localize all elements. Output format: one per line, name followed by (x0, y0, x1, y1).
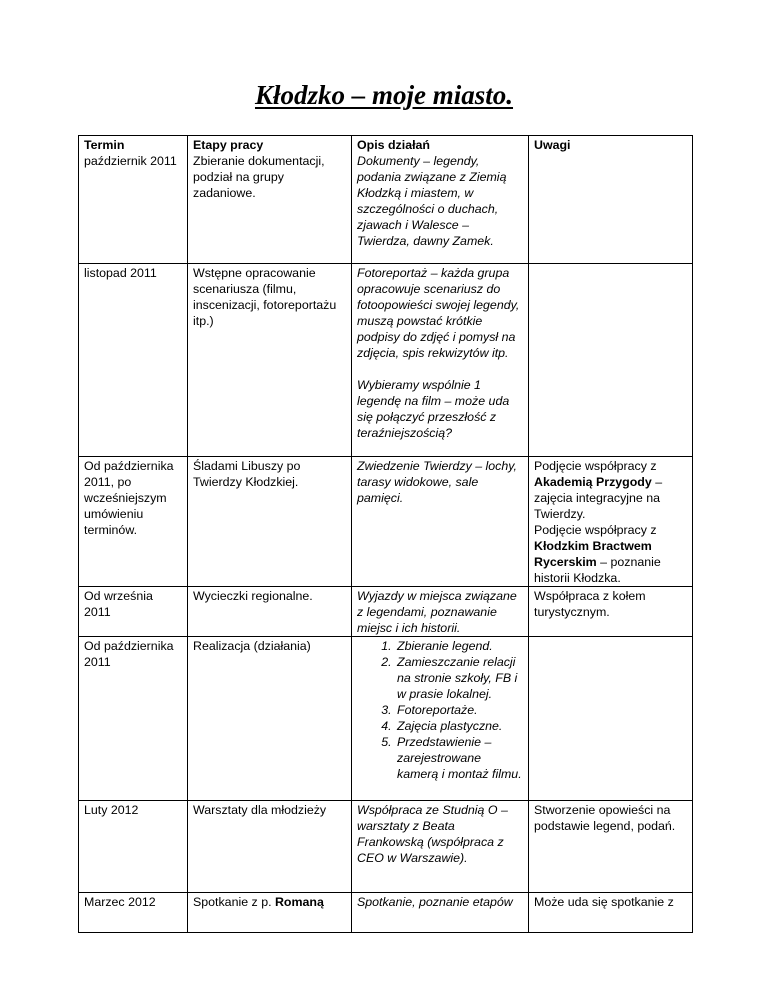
header-uwagi-label: Uwagi (534, 138, 571, 152)
cell-termin: Od października 2011, po wcześniejszym umówieniu terminów. (79, 457, 188, 587)
table-row (79, 457, 693, 587)
header-opis (352, 136, 529, 264)
cell-opis (352, 637, 529, 801)
header-etapy (188, 136, 352, 264)
header-opis-label: Opis działań (357, 138, 430, 152)
cell-opis: Współpraca ze Studnią O – warsztaty z Beata Frankowską (współpraca z CEO w Warszawie). (352, 801, 529, 893)
cell-uwagi (529, 457, 693, 587)
cell-termin: Luty 2012 (79, 801, 188, 893)
cell-etapy: Wycieczki regionalne. (188, 587, 352, 637)
header-termin (79, 136, 188, 264)
table-row (79, 637, 693, 801)
cell-opis: Wyjazdy w miejsca związane z legendami, poznawanie miejsc i ich historii. (352, 587, 529, 637)
table-row (79, 801, 693, 893)
cell-etapy: Spotkanie z p. Romaną (188, 893, 352, 933)
cell-etapy: Śladami Libuszy po Twierdzy Kłodzkiej. (188, 457, 352, 587)
cell-uwagi: Może uda się spotkanie z (529, 893, 693, 933)
schedule-table (78, 135, 693, 933)
cell-uwagi (529, 264, 693, 457)
cell-uwagi: Współpraca z kołem turystycznym. (529, 587, 693, 637)
cell-opis: Spotkanie, poznanie etapów (352, 893, 529, 933)
table-row (79, 587, 693, 637)
page-title: Kłodzko – moje miasto. (254, 80, 514, 110)
list-item: 3. Fotoreportaże. (395, 702, 523, 718)
cell-termin: listopad 2011 (79, 264, 188, 457)
cell-etapy: Realizacja (działania) (188, 637, 352, 801)
cell-uwagi: Stworzenie opowieści na podstawie legend, podań. (529, 801, 693, 893)
cell-termin: październik 2011 (84, 154, 177, 168)
cell-uwagi-text-2: Podjęcie współpracy z Kłodzkim Bractwem Rycerskim – poznanie historii Kłodzka. (534, 523, 661, 585)
cell-termin: Od października 2011 (79, 637, 188, 801)
cell-opis-text-2: Wybieramy wspólnie 1 legendę na film – może uda się połączyć przeszłość z teraźniejszością? (357, 378, 510, 440)
cell-opis-text: Fotoreportaż – każda grupa opracowuje scenariusz do fotoopowieści swojej legendy, muszą powstać krótkie podpisy do zdjęć i pomysł na zdjęcia, spis rekwizytów itp. (357, 266, 520, 360)
list-item: 5. Przedstawienie – zarejestrowane kamerą i montaż filmu. (395, 734, 523, 782)
header-termin-label: Termin (84, 138, 125, 152)
cell-opis: Zwiedzenie Twierdzy – lochy, tarasy widokowe, sale pamięci. (352, 457, 529, 587)
table-row (79, 893, 693, 933)
cell-uwagi-text: Podjęcie współpracy z Akademią Przygody – zajęcia integracyjne na Twierdzy. (534, 459, 663, 521)
header-uwagi (529, 136, 693, 264)
table-row (79, 264, 693, 457)
cell-opis: Dokumenty – legendy, podania związane z Ziemią Kłodzką i miastem, w szczególności o duchach, zjawach i Walesce – Twierdza, dawny Zamek. (357, 154, 507, 248)
cell-termin: Marzec 2012 (79, 893, 188, 933)
realization-list (357, 638, 523, 782)
list-item: 2. Zamieszczanie relacji na stronie szkoły, FB i w prasie lokalnej. (395, 654, 523, 702)
cell-uwagi (529, 637, 693, 801)
list-item: 4. Zajęcia plastyczne. (395, 718, 523, 734)
list-item: 1. Zbieranie legend. (395, 638, 523, 654)
table-header-row (79, 136, 693, 264)
cell-etapy: Zbieranie dokumentacji, podział na grupy zadaniowe. (193, 154, 325, 200)
cell-etapy: Warsztaty dla młodzieży (188, 801, 352, 893)
cell-termin: Od września 2011 (79, 587, 188, 637)
header-etapy-label: Etapy pracy (193, 138, 264, 152)
cell-opis (352, 264, 529, 457)
cell-etapy: Wstępne opracowanie scenariusza (filmu, inscenizacji, fotoreportażu itp.) (188, 264, 352, 457)
